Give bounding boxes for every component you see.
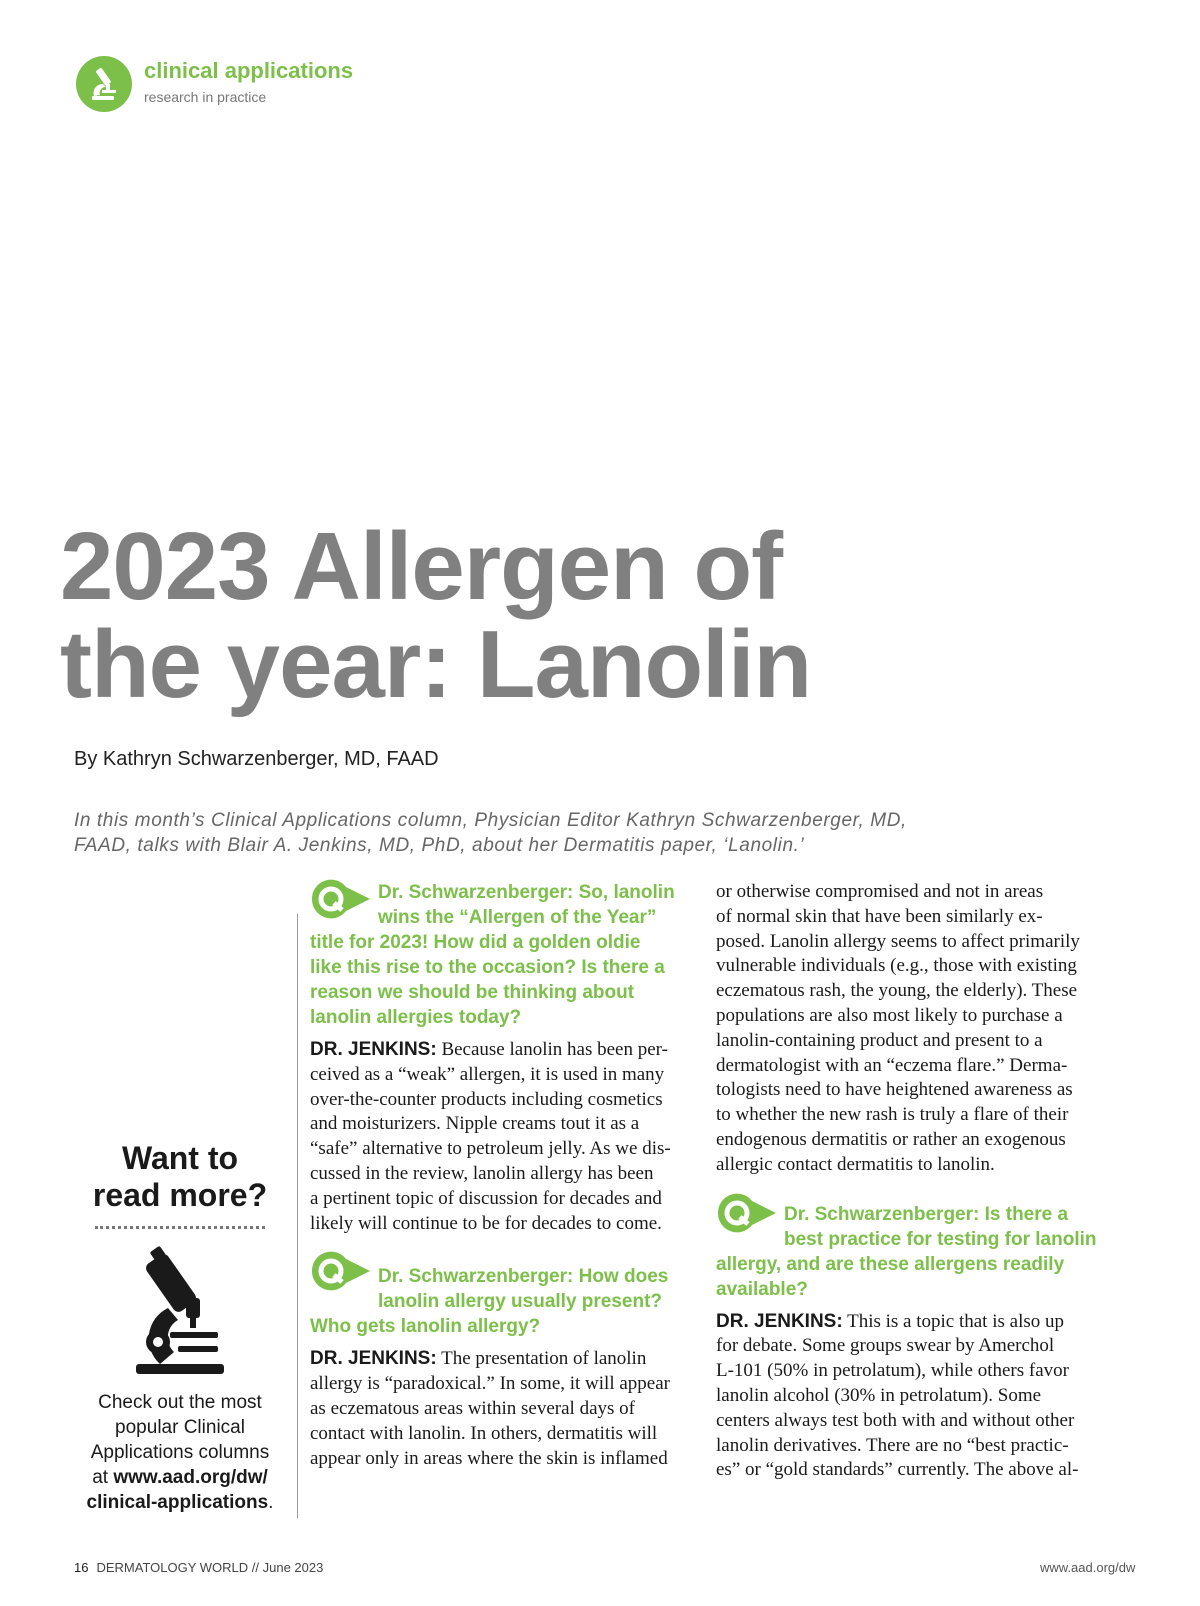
intro-line: FAAD, talks with Blair A. Jenkins, MD, PhD, about her Dermatitis paper, ‘Lanolin.’ [74,835,805,856]
sidebar-icon [130,1246,230,1381]
answer-line: of normal skin that have been similarly ex- [716,905,1043,927]
publication-name: DERMATOLOGY WORLD // June 2023 [96,1560,324,1575]
link-suffix: . [268,1492,274,1513]
answer-text: The presentation of lanolin [436,1348,647,1370]
sidebar-link[interactable]: www.aad.org/dw/ [113,1467,268,1488]
answer-line: a pertinent topic of discussion for decades and [310,1187,662,1209]
answer-line: to whether the new rash is truly a flare of their [716,1104,1069,1126]
question-line: like this rise to the occasion? Is there a [310,957,665,978]
answer-line: lanolin alcohol (30% in petrolatum). Some [716,1384,1042,1406]
sidebar-text [60,1390,300,1515]
page-footer [74,1560,323,1575]
question-line: best practice for testing for lanolin [784,1228,1097,1250]
question-line: allergy, and are these allergens readily [716,1253,1065,1275]
column-1 [310,880,698,1471]
section-badge [76,56,132,112]
title-line: 2023 Allergen of [60,513,783,620]
question-line: lanolin allergies today? [310,1007,522,1028]
page-number: 16 [74,1560,89,1575]
speaker-label: DR. JENKINS: [310,1039,437,1060]
intro-deck [74,808,1074,858]
answer-line [716,1310,1104,1335]
answer-3 [716,1310,1104,1484]
sidebar-text-line: Check out the most [98,1392,262,1413]
answer-line: allergic contact dermatitis to lanolin. [716,1153,995,1175]
sidebar-link[interactable]: clinical-applications [86,1492,269,1513]
answer-line: lanolin-containing product and present to a [716,1029,1043,1051]
question-1 [310,880,698,1030]
sidebar-text-line: Applications columns [90,1442,270,1463]
speaker-label: DR. JENKINS: [310,1348,437,1370]
question-3 [716,1202,1104,1302]
question-line: Dr. Schwarzenberger: How does [378,1266,669,1288]
answer-line: vulnerable individuals (e.g., those with existing [716,955,1077,977]
answer-line: or otherwise compromised and not in areas [716,881,1044,902]
answer-1 [310,1038,698,1236]
microscope-icon [130,1246,230,1376]
section-title: clinical applications [144,58,354,83]
question-line: reason we should be thinking about [310,982,635,1003]
answer-line: “safe” alternative to petroleum jelly. As we dis- [310,1138,671,1160]
question-line: lanolin allergy usually present? [378,1291,663,1313]
answer-line [310,1038,698,1063]
sidebar-link-line [60,1465,300,1490]
answer-line: over-the-counter products including cosmetics [310,1088,663,1110]
answer-line: centers always test both with and without other [716,1409,1075,1431]
answer-line: for debate. Some groups swear by Amerchol [716,1335,1055,1357]
intro-line: In this month’s Clinical Applications column, Physician Editor Kathryn Schwarzenberger, MD, [74,810,907,831]
answer-line: endogenous dermatitis or rather an exogenous [716,1128,1066,1150]
answer-line [310,1347,698,1372]
article-title [60,513,1060,718]
answer-line: and moisturizers. Nipple creams tout it as a [310,1113,640,1135]
question-line: Dr. Schwarzenberger: So, lanolin [378,882,675,903]
footer-url[interactable]: www.aad.org/dw [1040,1560,1136,1575]
answer-text: This is a topic that is also up [842,1310,1064,1332]
sidebar-link-line [60,1490,300,1515]
sidebar-heading-line: Want to [121,1140,239,1176]
question-line: Who gets lanolin allergy? [310,1316,541,1338]
question-line: wins the “Allergen of the Year” [378,907,657,928]
answer-line: ceived as a “weak” allergen, it is used in many [310,1063,665,1085]
answer-2-continued [716,880,1104,1178]
answer-line: likely will continue to be for decades to come. [310,1212,662,1234]
answer-line: contact with lanolin. In others, dermatitis will [310,1422,658,1444]
answer-line: dermatologist with an “eczema flare.” Derma- [716,1054,1068,1076]
answer-line: posed. Lanolin allergy seems to affect primarily [716,930,1080,952]
column-2 [716,880,1104,1483]
sidebar-text-line: popular Clinical [115,1417,245,1438]
answer-line: eczematous rash, the young, the elderly). These [716,980,1078,1002]
answer-line: appear only in areas where the skin is inflamed [310,1447,668,1469]
question-line: available? [716,1278,808,1300]
answer-line: populations are also most likely to purchase a [716,1004,1063,1026]
answer-line: tologists need to have heightened awareness as [716,1079,1073,1101]
sidebar-heading [60,1140,300,1214]
answer-line: allergy is “paradoxical.” In some, it will appear [310,1373,670,1395]
title-line: the year: Lanolin [60,611,812,718]
answer-2 [310,1347,698,1471]
answer-line: lanolin derivatives. There are no “best practic- [716,1434,1069,1456]
answer-text: Because lanolin has been per- [436,1039,668,1060]
byline: By Kathryn Schwarzenberger, MD, FAAD [74,748,439,770]
question-2 [310,1264,698,1339]
microscope-icon [76,56,132,112]
dotted-divider [95,1226,265,1229]
section-subtitle: research in practice [144,89,267,105]
sidebar-heading-line: read more? [92,1177,268,1213]
question-line: Dr. Schwarzenberger: Is there a [784,1203,1069,1225]
speaker-label: DR. JENKINS: [716,1310,843,1332]
link-prefix: at [92,1467,114,1488]
answer-line: cussed in the review, lanolin allergy has been [310,1162,654,1184]
answer-line: es” or “gold standards” currently. The above al- [716,1459,1079,1481]
answer-line: as eczematous areas within several days of [310,1397,635,1419]
question-line: title for 2023! How did a golden oldie [310,932,641,953]
answer-line: L-101 (50% in petrolatum), while others favor [716,1360,1069,1382]
